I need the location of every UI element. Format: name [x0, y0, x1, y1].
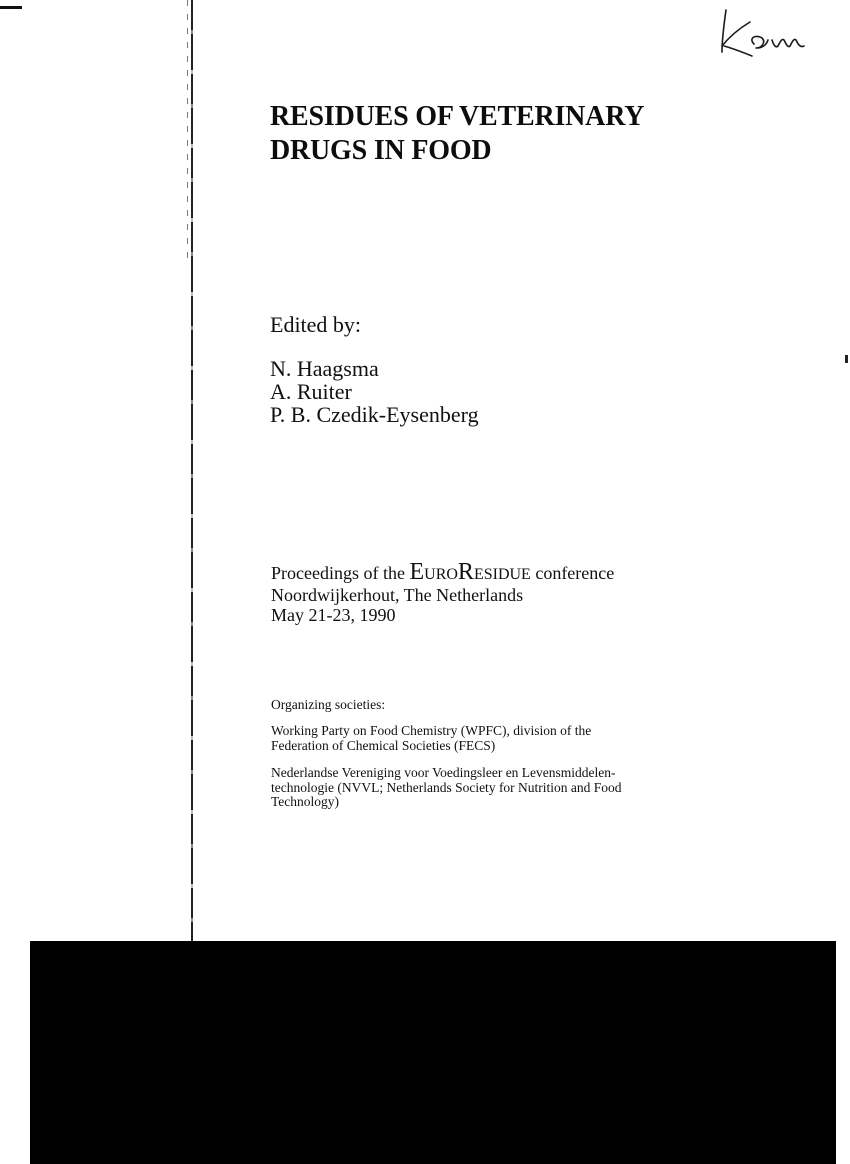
society-line: Technology): [271, 794, 340, 809]
editor-name: P. B. Czedik-Eysenberg: [270, 402, 479, 427]
book-title-line-2: DRUGS IN FOOD: [270, 135, 492, 166]
conference-name-initial-e: E: [409, 559, 425, 585]
book-title: [270, 100, 644, 168]
society-entry-nvvl: [271, 766, 691, 810]
editor-name: A. Ruiter: [270, 379, 352, 404]
society-line: technologie (NVVL; Netherlands Society for Nutrition and Food: [271, 779, 622, 795]
scan-edge-mark: [0, 6, 22, 9]
conference-location: Noordwijkerhout, The Netherlands: [271, 585, 524, 605]
society-entry-wpfc: [271, 724, 691, 753]
edited-by-label: Edited by:: [270, 312, 362, 337]
proceedings-prefix: Proceedings of the: [271, 563, 410, 583]
conference-name-uro: URO: [424, 566, 458, 583]
society-line: Working Party on Food Chemistry (WPFC), division of the: [271, 723, 592, 738]
scan-edge-tick: [845, 355, 848, 363]
handwritten-note: [710, 6, 830, 60]
conference-dates: May 21-23, 1990: [271, 605, 396, 625]
proceedings-block: [271, 559, 615, 625]
society-line: Nederlandse Vereniging voor Voedingsleer en Levensmiddelen-: [271, 765, 616, 780]
proceedings-suffix: conference: [530, 563, 615, 583]
society-line: Federation of Chemical Societies (FECS): [271, 737, 496, 753]
proceedings-line: [271, 559, 615, 585]
conference-name-esidue: ESIDUE: [473, 566, 531, 583]
book-title-line-1: RESIDUES OF VETERINARY: [270, 101, 645, 132]
editor-list: [270, 357, 479, 426]
binding-margin-dots: [187, 0, 188, 260]
organizing-societies-label: Organizing societies:: [271, 697, 386, 712]
editor-name: N. Haagsma: [270, 356, 379, 381]
binding-margin-line: [191, 0, 193, 942]
scan-black-band: [30, 941, 836, 1164]
conference-name-initial-r: R: [457, 559, 474, 585]
